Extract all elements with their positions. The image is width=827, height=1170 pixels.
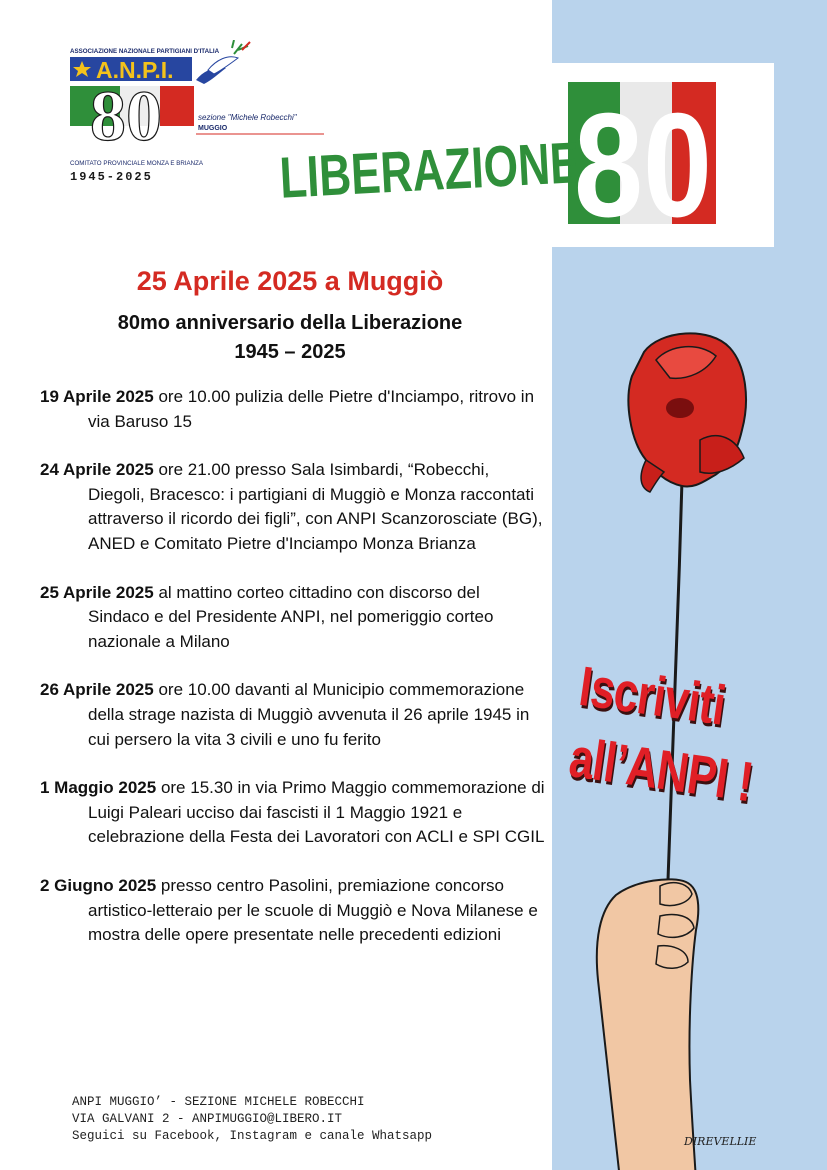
page-title: 25 Aprile 2025 a Muggiò (136, 266, 444, 296)
event-date: 25 Aprile 2025 (40, 582, 154, 602)
liberazione-number: 80 (574, 83, 712, 238)
footer-line-section: ANPI MUGGIO’ - SEZIONE MICHELE ROBECCHI (72, 1095, 365, 1109)
event-description: ore 15.30 in via Primo Maggio commemorazione di Luigi Paleari ucciso dai fascisti il 1 Maggio 1921 e celebrazione della Festa dei Lavoratori con ACLI e SPI CGIL (88, 778, 545, 847)
event-item (40, 581, 545, 655)
slogan-line-2: all’ANPI ! (565, 725, 757, 814)
event-item (40, 458, 545, 556)
footer-line-address: VIA GALVANI 2 - ANPIMUGGIO@LIBERO.IT (72, 1112, 343, 1126)
event-date: 1 Maggio 2025 (40, 778, 157, 798)
event-description: ore 10.00 pulizia delle Pietre d'Inciampo, ritrovo in via Baruso 15 (88, 387, 535, 431)
join-anpi-slogan (561, 650, 822, 852)
event-date: 19 Aprile 2025 (40, 387, 154, 406)
event-date: 2 Giugno 2025 (40, 875, 157, 895)
event-date: 24 Aprile 2025 (40, 460, 154, 480)
logo-section-city: MUGGIO (198, 125, 228, 132)
logo-number-text: 80 (90, 76, 162, 156)
events-list (40, 385, 545, 972)
page-subtitle: 80mo anniversario della Liberazione (117, 312, 463, 334)
logo-committee-text: COMITATO PROVINCIALE MONZA E BRIANZA (70, 160, 204, 167)
event-date: 26 Aprile 2025 (40, 680, 154, 700)
event-item (40, 874, 545, 948)
event-description: presso centro Pasolini, premiazione concorso artistico-letteraio per le scuole di Muggiò e Nova Milanese e mostra delle opere presentate nelle precedenti edizioni (88, 875, 538, 945)
slogan-line-1: Iscriviti (575, 653, 729, 737)
event-description: ore 21.00 presso Sala Isimbardi, “Robecchi, Diegoli, Bracesco: i partigiani di Muggiò e Monza raccontati attraverso il ricordo dei figli”, con ANPI Scanzorosciate (BG), ANED e Comitato Pietre d'Inciampo Monza Brianza (88, 460, 543, 553)
logo-acronym-text: A.N.P.I. (96, 57, 174, 83)
event-item (40, 385, 545, 434)
event-item (40, 678, 545, 752)
logo-years-text: 1945-2025 (70, 170, 153, 184)
footer-contact (72, 1094, 432, 1145)
logo-association-text: ASSOCIAZIONE NAZIONALE PARTIGIANI D'ITALIA (70, 48, 220, 55)
event-description: ore 10.00 davanti al Municipio commemorazione della strage nazista di Muggiò avvenuta il 26 aprile 1945 in cui persero la vita 3 civili e uno fu ferito (88, 680, 530, 749)
logo-section-label: sezione "Michele Robecchi" (198, 113, 297, 122)
event-description: al mattino corteo cittadino con discorso del Sindaco e del Presidente ANPI, nel pomeriggio corteo nazionale a Milano (88, 582, 494, 651)
event-item (40, 776, 545, 850)
page-years: 1945 – 2025 (234, 341, 346, 363)
liberazione-word: LIBERAZIONE (278, 125, 675, 211)
artist-signature: DIREVELLIE (684, 1135, 757, 1148)
footer-line-social: Seguici su Facebook, Instagram e canale Whatsapp (72, 1129, 433, 1143)
liberazione-80-logo (278, 78, 718, 238)
